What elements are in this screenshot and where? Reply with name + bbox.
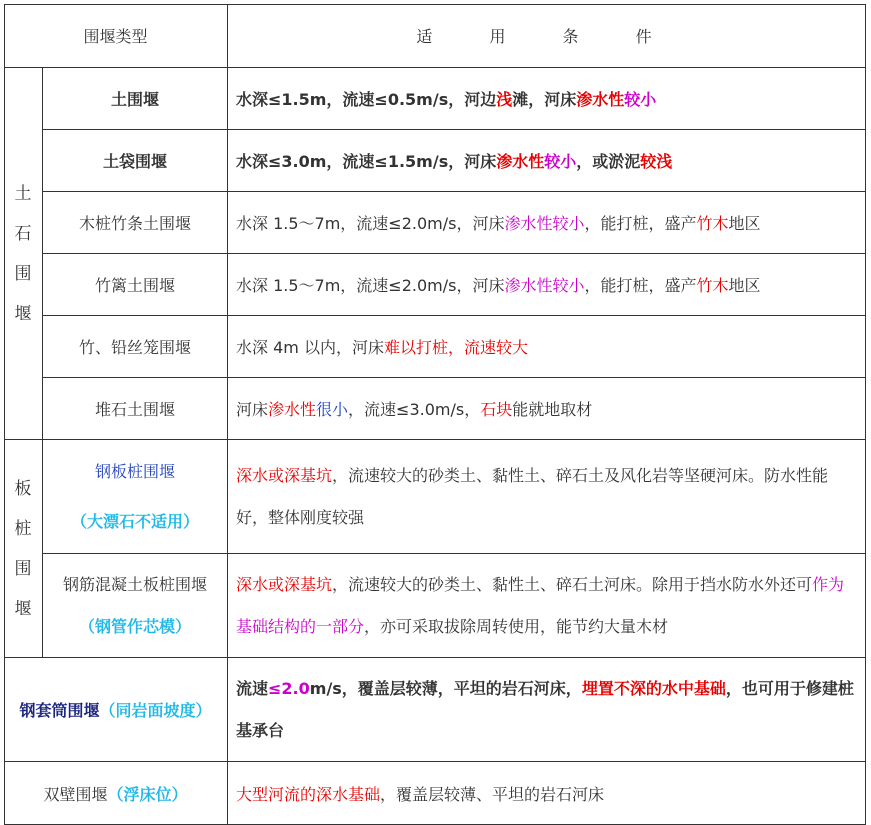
condition-segment: 较浅 [640, 152, 673, 171]
condition-text [236, 273, 761, 296]
type-steel-casing [4, 658, 227, 761]
condition-segment: 渗水性 [496, 152, 545, 171]
condition-segment: 水深 4m 以内，河床 [236, 338, 384, 357]
condition-segment: 难以打桩，流速较大 [383, 338, 528, 357]
condition-segment: 水深≤3.0m，流速≤1.5m/s，河床 [236, 152, 497, 171]
group-char: 围 [14, 558, 32, 579]
condition-text [236, 87, 656, 110]
header-conditions-text: 适 用 条 件 [416, 27, 678, 46]
condition-segment: 滩，河床 [512, 90, 577, 109]
condition-text [236, 668, 858, 752]
condition-cell [228, 254, 866, 315]
condition-segment: 大型河流的深水基础 [236, 784, 381, 804]
condition-segment: 较小 [544, 152, 577, 171]
condition-segment: 作为基础结构的一部分 [236, 574, 845, 636]
type-wire-cage-cofferdam: 竹、铅丝笼围堰 [78, 338, 191, 357]
type-rc-sheet-pile [43, 554, 227, 657]
condition-cell [228, 68, 866, 129]
condition-text [236, 211, 761, 234]
condition-segment: 石块 [480, 400, 513, 419]
condition-segment: ，能打桩，盛产 [584, 214, 697, 233]
condition-segment: 深水或深基坑 [236, 465, 333, 485]
type-timber-pile-cofferdam: 木桩竹条土围堰 [78, 214, 191, 233]
header-type: 围堰类型 [83, 27, 148, 46]
group-char: 石 [14, 223, 32, 244]
condition-text [236, 782, 604, 805]
type-double-wall [4, 762, 227, 824]
condition-segment: 能就地取材 [512, 400, 593, 419]
condition-cell [228, 316, 866, 377]
condition-text [236, 335, 528, 358]
type-note: （大漂石不适用） [70, 511, 199, 531]
condition-segment: 渗水性 [268, 400, 317, 419]
condition-segment: 水深 1.5～7m，流速≤2.0m/s，河床 [236, 214, 505, 233]
group-char: 土 [14, 183, 32, 204]
group-earth-rock-cofferdam [4, 68, 42, 439]
type-note: （钢管作芯模） [78, 616, 191, 636]
group-sheet-pile-cofferdam [4, 440, 42, 657]
condition-segment: 较小 [624, 90, 657, 109]
group-char: 桩 [14, 518, 32, 539]
type-name: 钢板桩围堰 [94, 461, 175, 481]
condition-text [236, 149, 672, 172]
header-conditions [228, 4, 866, 67]
type-note: （浮床位） [107, 784, 188, 804]
cofferdam-table [4, 4, 866, 825]
group-char: 围 [14, 263, 32, 284]
condition-segment: ≤2.0 [268, 678, 310, 698]
condition-segment: 水深 1.5～7m，流速≤2.0m/s，河床 [236, 276, 505, 295]
condition-segment: 水深≤1.5m，流速≤0.5m/s，河边 [236, 90, 497, 109]
condition-segment: 渗水性 [576, 90, 625, 109]
condition-cell [228, 440, 866, 553]
type-name: 钢套筒围堰 [19, 701, 100, 720]
group-char: 堰 [14, 598, 32, 619]
type-bamboo-fence-cofferdam: 竹篱土围堰 [94, 276, 175, 295]
type-name: 钢筋混凝土板桩围堰 [62, 574, 207, 594]
condition-cell [228, 378, 866, 439]
type-earth-bag-cofferdam: 土袋围堰 [102, 152, 167, 171]
condition-cell [228, 762, 866, 824]
condition-segment: ，亦可采取拔除周转使用，能节约大量木材 [364, 616, 669, 636]
condition-segment: 竹木 [696, 276, 729, 295]
type-steel-sheet-pile [43, 440, 227, 553]
condition-segment: 浅 [496, 90, 513, 109]
condition-segment: ，能打桩，盛产 [584, 276, 697, 295]
condition-cell [228, 130, 866, 191]
condition-segment: 地区 [728, 214, 761, 233]
type-earth-cofferdam: 土围堰 [110, 90, 159, 109]
condition-segment: 埋置不深的水中基础 [581, 678, 726, 698]
group-char: 板 [14, 478, 32, 499]
condition-segment: m/s，覆盖层较薄，平坦的岩石河床， [309, 678, 582, 698]
type-name: 双壁围堰 [43, 784, 108, 804]
condition-segment: 深水或深基坑 [236, 574, 333, 594]
condition-text [236, 397, 592, 420]
condition-text [236, 455, 858, 539]
condition-segment: 流速 [236, 678, 269, 698]
condition-segment: 河床 [236, 400, 269, 419]
condition-cell [228, 658, 866, 761]
condition-segment: 渗水性较小 [504, 276, 585, 295]
condition-cell [228, 554, 866, 657]
type-rockfill-cofferdam: 堆石土围堰 [94, 400, 175, 419]
group-char: 堰 [14, 303, 32, 324]
condition-cell [228, 192, 866, 253]
condition-text [236, 564, 858, 648]
condition-segment: ，流速较大的砂类土、黏性土、碎石土及风化岩等坚硬河床。防水性能好，整体刚度较强 [236, 465, 829, 527]
condition-segment: 地区 [728, 276, 761, 295]
condition-segment: ，流速≤3.0m/s， [348, 400, 481, 419]
condition-segment: 很小 [316, 400, 349, 419]
type-note: （同岩面坡度） [99, 701, 212, 720]
condition-segment: 竹木 [696, 214, 729, 233]
condition-segment: ，也可用于修建桩基承台 [236, 678, 854, 740]
condition-segment: 渗水性较小 [504, 214, 585, 233]
condition-segment: ，流速较大的砂类土、黏性土、碎石土河床。除用于挡水防水外还可 [332, 574, 813, 594]
condition-segment: ，或淤泥 [576, 152, 641, 171]
condition-segment: ，覆盖层较薄、平坦的岩石河床 [380, 784, 605, 804]
